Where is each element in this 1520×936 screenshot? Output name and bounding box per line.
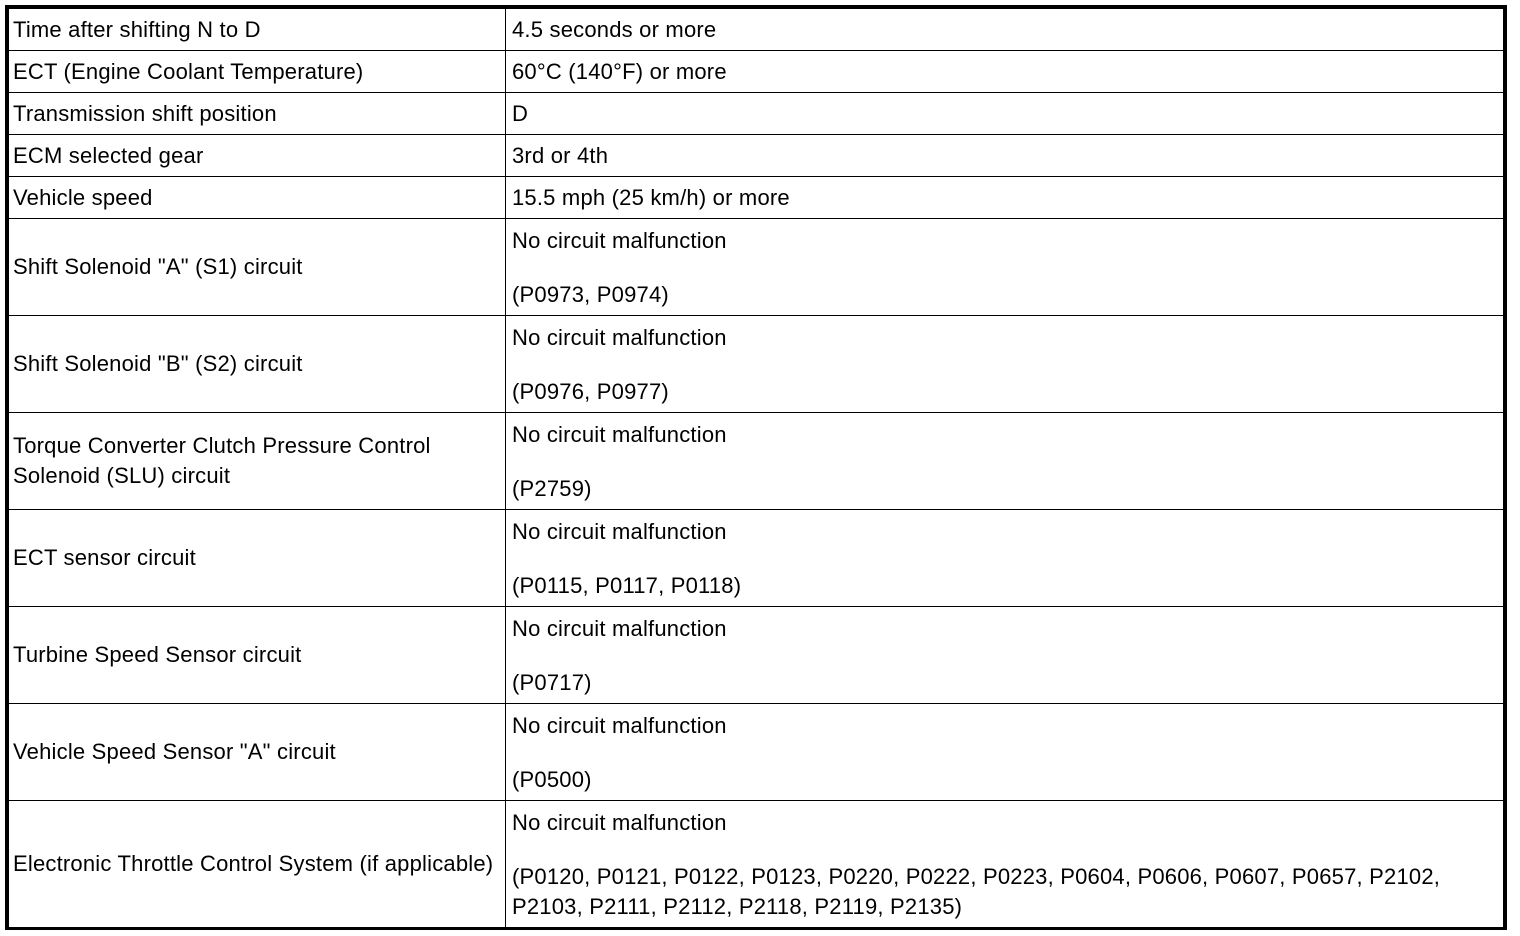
table-row <box>9 9 1504 51</box>
condition-value: D <box>506 93 1504 135</box>
condition-label: ECM selected gear <box>9 135 506 177</box>
condition-label: Time after shifting N to D <box>9 9 506 51</box>
table-row <box>9 135 1504 177</box>
condition-value: No circuit malfunction <box>512 228 727 253</box>
condition-label: Vehicle speed <box>9 177 506 219</box>
condition-label: Transmission shift position <box>9 93 506 135</box>
condition-label: ECT sensor circuit <box>9 510 506 607</box>
condition-label: Vehicle Speed Sensor "A" circuit <box>9 704 506 801</box>
table-row <box>9 607 1504 704</box>
table-row <box>9 93 1504 135</box>
condition-value: No circuit malfunction <box>512 519 727 544</box>
condition-value-cell <box>506 607 1504 704</box>
condition-value: 15.5 mph (25 km/h) or more <box>506 177 1504 219</box>
dtc-codes: (P0973, P0974) <box>512 282 669 307</box>
table-row <box>9 219 1504 316</box>
condition-value-cell <box>506 219 1504 316</box>
dtc-codes: (P0717) <box>512 670 592 695</box>
dtc-codes: (P0120, P0121, P0122, P0123, P0220, P0222, P0223, P0604, P0606, P0607, P0657, P2102, P2103, P2111, P2112, P2118, P2119, P2135) <box>512 864 1441 919</box>
condition-label: Shift Solenoid "A" (S1) circuit <box>9 219 506 316</box>
condition-label: Electronic Throttle Control System (if applicable) <box>9 801 506 928</box>
condition-value-cell <box>506 413 1504 510</box>
table-row <box>9 413 1504 510</box>
condition-value-cell <box>506 801 1504 928</box>
table-row <box>9 51 1504 93</box>
table-row <box>9 177 1504 219</box>
dtc-codes: (P0500) <box>512 767 592 792</box>
condition-label: Shift Solenoid "B" (S2) circuit <box>9 316 506 413</box>
condition-value-cell <box>506 704 1504 801</box>
condition-value: No circuit malfunction <box>512 616 727 641</box>
condition-value: 60°C (140°F) or more <box>506 51 1504 93</box>
condition-value: 3rd or 4th <box>506 135 1504 177</box>
table-row <box>9 316 1504 413</box>
dtc-codes: (P2759) <box>512 476 592 501</box>
condition-value: No circuit malfunction <box>512 810 727 835</box>
condition-value-cell <box>506 316 1504 413</box>
condition-label: ECT (Engine Coolant Temperature) <box>9 51 506 93</box>
condition-label: Torque Converter Clutch Pressure Control Solenoid (SLU) circuit <box>9 413 506 510</box>
condition-value-cell <box>506 510 1504 607</box>
condition-value: No circuit malfunction <box>512 325 727 350</box>
condition-value: 4.5 seconds or more <box>506 9 1504 51</box>
conditions-table-container <box>5 5 1507 930</box>
table-row <box>9 801 1504 928</box>
table-row <box>9 510 1504 607</box>
condition-value: No circuit malfunction <box>512 422 727 447</box>
conditions-table <box>8 8 1504 928</box>
table-row <box>9 704 1504 801</box>
condition-value: No circuit malfunction <box>512 713 727 738</box>
dtc-codes: (P0115, P0117, P0118) <box>512 573 742 598</box>
dtc-codes: (P0976, P0977) <box>512 379 669 404</box>
condition-label: Turbine Speed Sensor circuit <box>9 607 506 704</box>
